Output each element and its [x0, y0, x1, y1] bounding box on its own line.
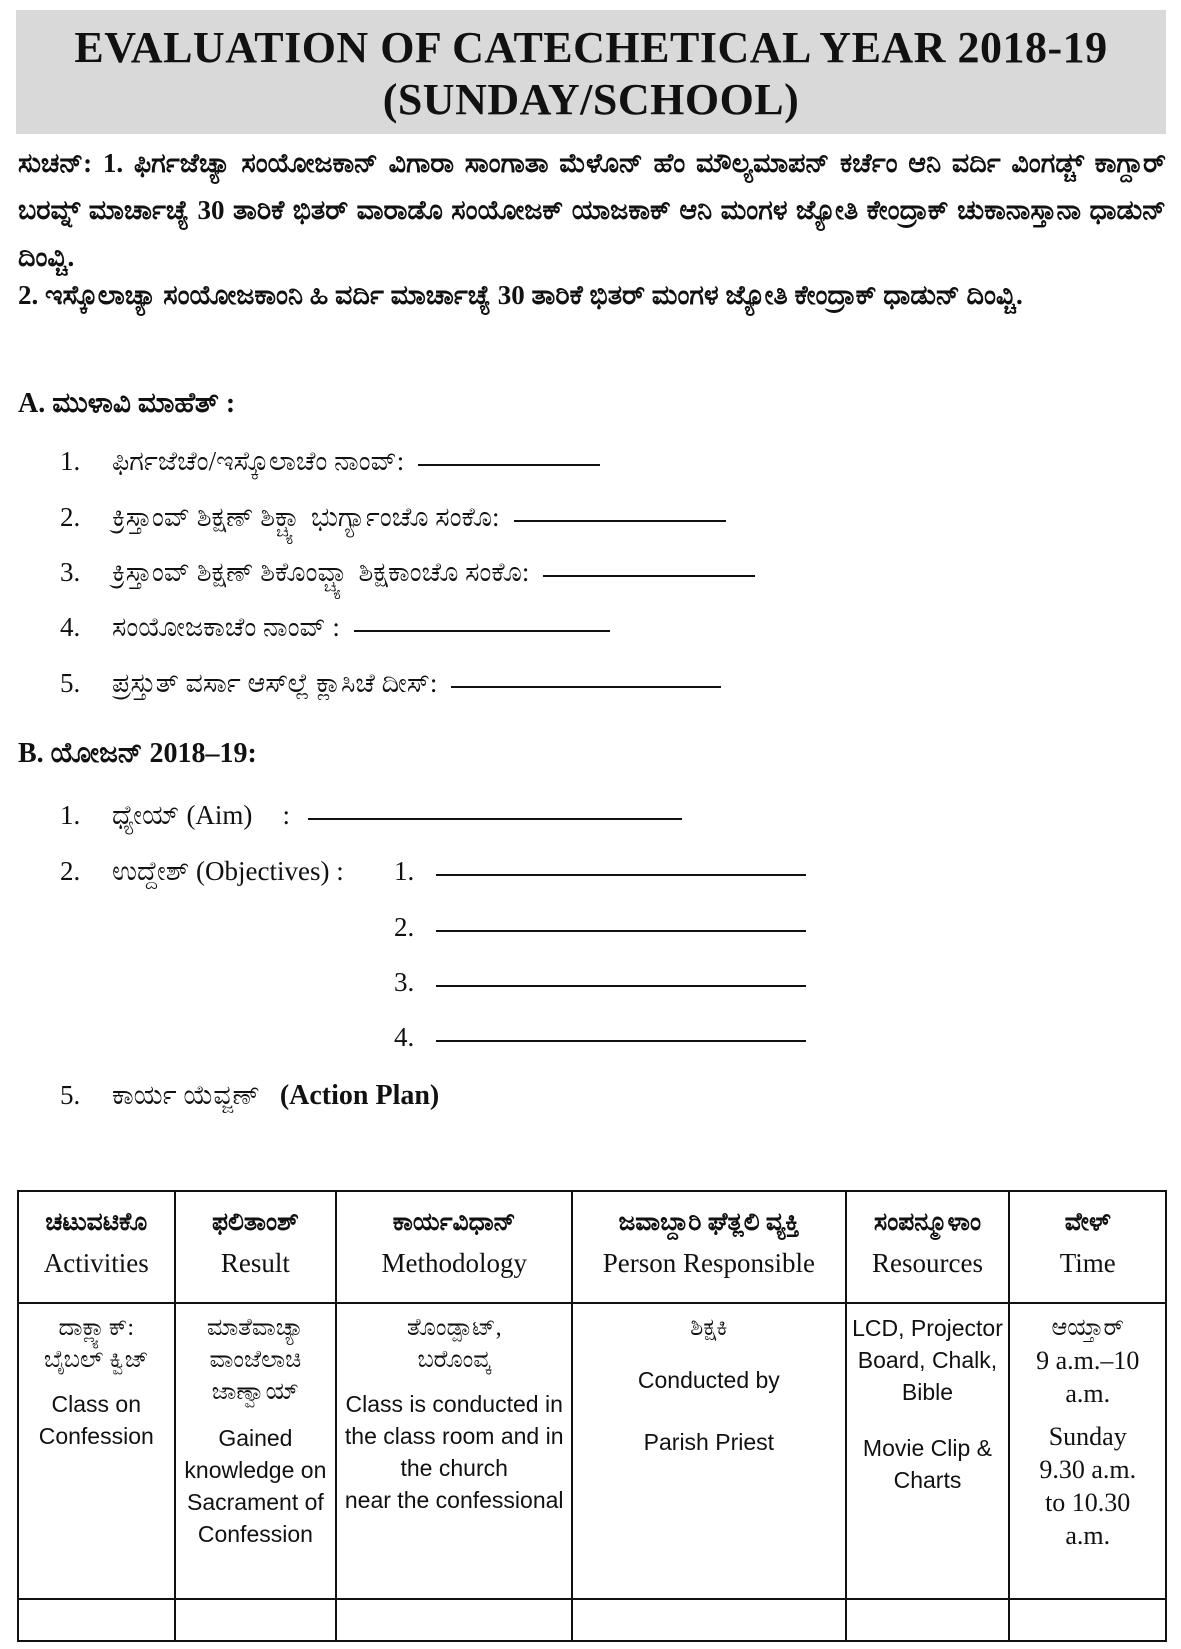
cell-text: a.m. — [1065, 1379, 1111, 1408]
cell-text: a.m. — [1065, 1521, 1111, 1550]
empty-cell[interactable] — [572, 1599, 845, 1641]
cell-activities — [18, 1303, 175, 1599]
field-row — [60, 557, 755, 589]
cell-text: Class on — [51, 1391, 141, 1417]
section-a-heading: A. ಮುಳಾವಿ ಮಾಹೆತ್ : — [18, 388, 236, 419]
blank-line[interactable] — [543, 573, 755, 577]
field-label: ಸಂಯೋಜಕಾಚೆಂ ನಾಂವ್ : — [112, 612, 340, 642]
aim-blank-line[interactable] — [308, 816, 682, 820]
aim-colon: : — [282, 800, 290, 830]
field-number: 4. — [60, 612, 81, 642]
action-plan-table — [17, 1190, 1167, 1642]
cell-text: ತೊಂಡ್ಪಾಟ್, — [406, 1315, 502, 1341]
field-row — [60, 446, 600, 478]
cell-text: 9.30 a.m. — [1039, 1455, 1137, 1484]
column-header — [846, 1191, 1010, 1303]
cell-text: knowledge on — [184, 1457, 327, 1483]
objective-number: 2. — [394, 912, 415, 942]
cell-text: Confession — [197, 1521, 313, 1547]
field-number: 1. — [60, 800, 81, 830]
cell-person-responsible — [572, 1303, 845, 1599]
cell-text: Sacrament of — [187, 1489, 324, 1515]
title-line-1: EVALUATION OF CATECHETICAL YEAR 2018-19 — [74, 23, 1108, 72]
blank-line[interactable] — [514, 518, 726, 522]
instruction-note-1: ಸುಚನ್: 1. ಫಿರ್ಗಜೆಚ್ಯಾ ಸಂಯೋಜಕಾನ್ ವಿಗಾರಾ ಸಾಂಗಾತಾ ಮೆಳೊನ್ ಹೆಂ ಮೌಲ್ಯಮಾಪನ್ ಕರ್ಚೆಂ ಆನಿ ವರ್ದಿ ವಿಂಗಡ್ಚ್ ಕಾಗ್ದಾರ್ ಬರವ್ನ್ ಮಾರ್ಚಾಚ್ಯೆ 30 ತಾರಿಕೆ ಭಿತರ್ ವಾರಾಡೊ ಸಂಯೋಜಕ್ ಯಾಜಕಾಕ್ ಆನಿ ಮಂಗಳ ಜ್ಯೋತಿ ಕೇಂದ್ರಾಕ್ ಚುಕಾನಾಸ್ತಾನಾ ಧಾಡುನ್ ದಿಂವ್ಚಿ. — [18, 148, 1166, 272]
objective-item — [394, 856, 806, 887]
header-kannada: ಚಟುವಟಿಕೊ — [45, 1209, 148, 1236]
header-english: Person Responsible — [602, 1248, 815, 1278]
field-row — [60, 668, 721, 700]
header-english: Time — [1059, 1248, 1116, 1278]
cell-text: Movie Clip & — [862, 1435, 993, 1461]
objective-number: 3. — [394, 967, 415, 997]
cell-result — [175, 1303, 337, 1599]
header-kannada: ಫಲಿತಾಂಶ್ — [211, 1209, 299, 1236]
action-plan-english: (Action Plan) — [279, 1080, 440, 1111]
cell-text: ಜಾಣ್ವಾಯ್ — [211, 1379, 300, 1405]
aim-row — [60, 800, 682, 832]
header-kannada: ವೇಳ್ — [1064, 1209, 1111, 1236]
objective-blank-line[interactable] — [436, 872, 806, 876]
header-kannada: ಕಾರ್ಯವಿಧಾನ್ — [392, 1209, 516, 1236]
cell-text: the class room and in — [344, 1423, 564, 1449]
objective-item — [394, 912, 806, 943]
cell-text: ಶಿಕ್ಷಕಿ — [690, 1315, 728, 1341]
field-number: 1. — [60, 446, 81, 476]
title-banner — [16, 10, 1166, 134]
objective-blank-line[interactable] — [436, 983, 806, 987]
objective-number: 1. — [394, 856, 415, 886]
field-number: 5. — [60, 1080, 81, 1110]
section-b-heading: B. ಯೋಜನ್ 2018–19: — [18, 738, 257, 769]
objective-item — [394, 967, 806, 998]
column-header — [175, 1191, 337, 1303]
header-english: Methodology — [381, 1248, 527, 1278]
objective-blank-line[interactable] — [436, 928, 806, 932]
objectives-row — [60, 856, 344, 888]
cell-resources — [846, 1303, 1010, 1599]
cell-text: Bible — [901, 1379, 954, 1405]
cell-text: ವಾಂಜೆಲಾಚಿ — [209, 1347, 302, 1373]
cell-text: ಬರೊಂವ್ಕ — [417, 1347, 491, 1373]
blank-line[interactable] — [451, 684, 721, 688]
cell-text: Gained — [218, 1425, 293, 1451]
cell-text: ದಾಕ್ಲ್ಯಾಕ್: — [58, 1315, 135, 1341]
cell-methodology — [336, 1303, 572, 1599]
action-plan-label: ಕಾರ್ಯ ಯೆವ್ಜಣ್ — [112, 1080, 260, 1110]
action-plan-row — [60, 1080, 439, 1112]
table-row — [18, 1303, 1166, 1599]
header-kannada: ಸಂಪನ್ಮೂಳಾಂ — [873, 1209, 982, 1236]
empty-cell[interactable] — [336, 1599, 572, 1641]
instruction-note-2: 2. ಇಸ್ಕೊಲಾಚ್ಯಾ ಸಂಯೋಜಕಾಂನಿ ಹಿ ವರ್ದಿ ಮಾರ್ಚಾಚ್ಯೆ 30 ತಾರಿಕೆ ಭಿತರ್ ಮಂಗಳ ಜ್ಯೋತಿ ಕೇಂದ್ರಾಕ್ ಧಾಡುನ್ ದಿಂವ್ಚಿ. — [18, 280, 1023, 310]
cell-text: near the confessional — [344, 1487, 564, 1513]
title-line-2: (SUNDAY/SCHOOL) — [382, 75, 800, 124]
column-header — [1009, 1191, 1166, 1303]
empty-cell[interactable] — [1009, 1599, 1166, 1641]
field-row — [60, 612, 610, 644]
column-header — [18, 1191, 175, 1303]
field-number: 5. — [60, 668, 81, 698]
empty-cell[interactable] — [18, 1599, 175, 1641]
cell-text: Sunday — [1048, 1422, 1127, 1451]
cell-text: Parish Priest — [643, 1429, 775, 1455]
field-label: ಕ್ರಿಸ್ತಾಂವ್ ಶಿಕ್ಷಣ್ ಶಿಕೊಂವ್ಚ್ಯಾ ಶಿಕ್ಷಕಾಂಚೊ ಸಂಕೊ: — [112, 557, 530, 587]
field-number: 2. — [60, 856, 81, 886]
header-english: Activities — [43, 1248, 149, 1278]
field-label: ಫಿರ್ಗಜೆಚೆಂ/ಇಸ್ಕೊಲಾಚೆಂ ನಾಂವ್: — [112, 446, 405, 476]
field-label: ಕ್ರಿಸ್ತಾಂವ್ ಶಿಕ್ಷಣ್ ಶಿಕ್ಚ್ಯಾ ಭುರ್ಗ್ಯಾಂಚೊ ಸಂಕೊ: — [112, 502, 500, 532]
field-label: ಪ್ರಸ್ತುತ್ ವರ್ಸಾ ಆಸ್‍ಲ್ಲೆ ಕ್ಲಾಸಿಚೆ ದೀಸ್: — [112, 668, 438, 698]
field-number: 3. — [60, 557, 81, 587]
blank-line[interactable] — [354, 628, 610, 632]
column-header — [336, 1191, 572, 1303]
cell-text: Confession — [38, 1423, 154, 1449]
cell-text: ಮಾತೆವಾಚ್ಯಾ — [206, 1315, 304, 1341]
aim-label: ಧ್ಯೇಯ್ (Aim) — [112, 800, 253, 830]
header-english: Resources — [872, 1248, 983, 1278]
empty-cell[interactable] — [846, 1599, 1010, 1641]
header-english: Result — [220, 1248, 290, 1278]
blank-line[interactable] — [418, 462, 600, 466]
objective-item — [394, 1022, 806, 1053]
cell-text: Conducted by — [637, 1367, 780, 1393]
table-row-empty — [18, 1599, 1166, 1641]
cell-text: LCD, Projector — [852, 1315, 1003, 1341]
field-number: 2. — [60, 502, 81, 532]
objectives-label: ಉದ್ದೇಶ್ (Objectives) : — [112, 856, 344, 886]
objective-number: 4. — [394, 1022, 415, 1052]
cell-text: ಬೈಬಲ್ ಕ್ವಿಜ್ — [43, 1347, 149, 1373]
empty-cell[interactable] — [175, 1599, 337, 1641]
cell-text: Charts — [893, 1467, 962, 1493]
header-kannada: ಜವಾಬ್ದಾರಿ ಘೆತ್ಲಲಿ ವ್ಯಕ್ತಿ — [618, 1209, 800, 1236]
objective-blank-line[interactable] — [436, 1038, 806, 1042]
table-header-row — [18, 1191, 1166, 1303]
cell-time — [1009, 1303, 1166, 1599]
cell-text: 9 a.m.–10 — [1036, 1346, 1140, 1375]
cell-text: ಆಯ್ತಾರ್ — [1051, 1315, 1124, 1341]
cell-text: to 10.30 — [1045, 1488, 1131, 1517]
cell-text: the church — [400, 1455, 508, 1481]
cell-text: Board, Chalk, — [857, 1347, 998, 1373]
cell-text: Class is conducted in — [345, 1391, 563, 1417]
field-row — [60, 502, 726, 534]
column-header — [572, 1191, 845, 1303]
